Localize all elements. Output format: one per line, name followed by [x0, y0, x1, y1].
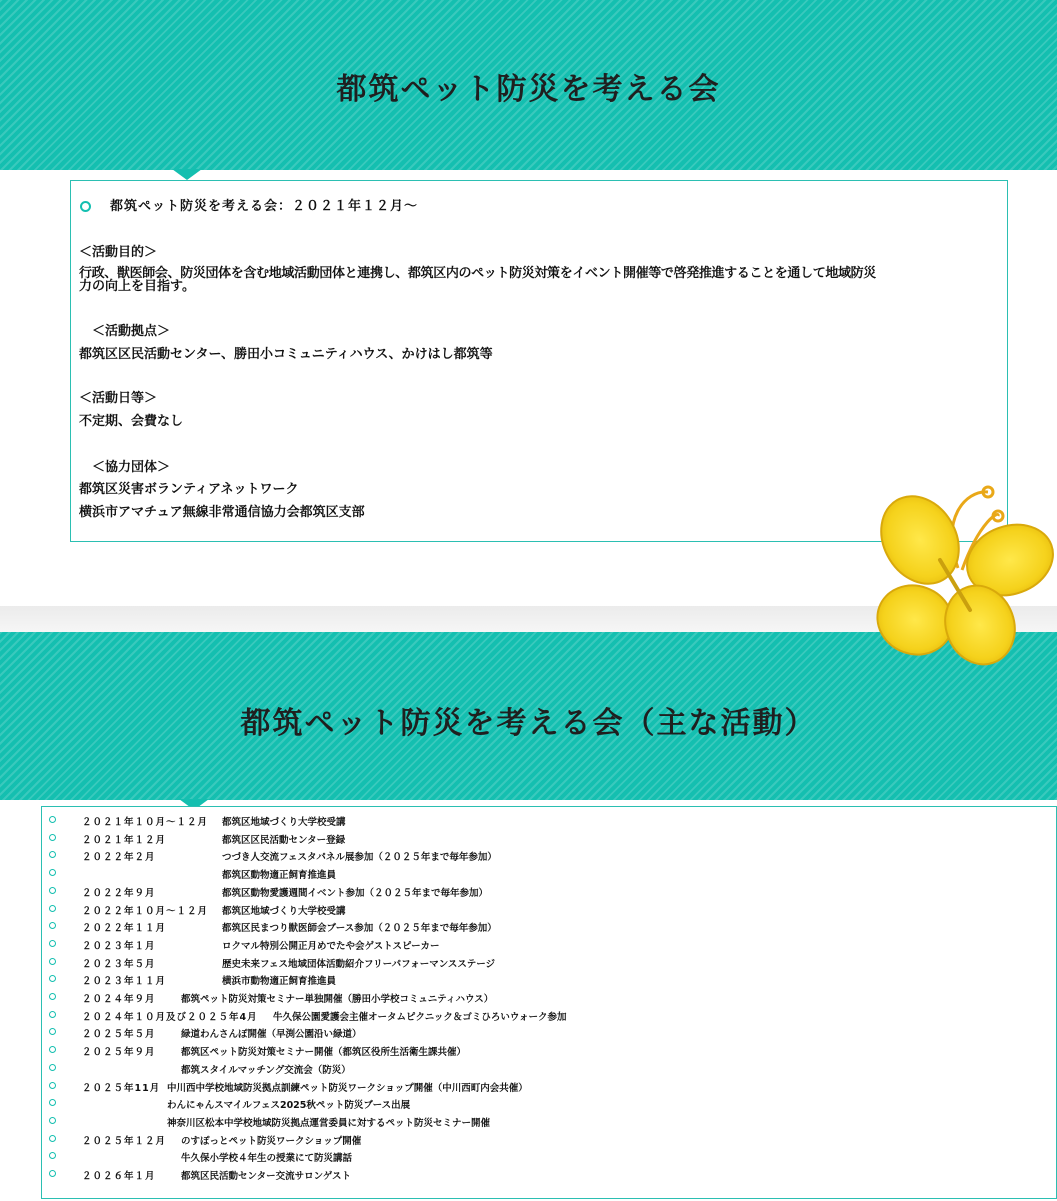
base-text: 都筑区区民活動センター、勝田小コミュニティハウス、かけはし都筑等 — [79, 347, 493, 362]
activity-bullet-icon — [49, 834, 56, 841]
activity-description: 都筑区民まつり獣医師会ブース参加（２０２５年まで毎年参加） — [222, 923, 497, 935]
base-label: ＜活動拠点＞ — [92, 324, 171, 339]
activity-bullet-icon — [49, 958, 56, 965]
activity-date: ２０２４年１０月及び２０２５年4月 — [82, 1011, 258, 1023]
activity-bullet-icon — [49, 940, 56, 947]
activity-bullet-icon — [49, 869, 56, 876]
activity-bullet-icon — [49, 1064, 56, 1071]
section1-banner — [0, 0, 1057, 170]
activity-description: 都筑区動物適正飼育推進員 — [222, 870, 337, 882]
butterfly-icon — [870, 480, 1057, 680]
purpose-text-line2: 力の向上を目指す。 — [79, 279, 195, 294]
activity-bullet-icon — [49, 975, 56, 982]
activity-date: ２０２４年９月 — [82, 994, 156, 1005]
activity-description: 都筑区区民活動センター登録 — [222, 834, 346, 846]
activity-date: ２０２５年11月 — [82, 1082, 161, 1094]
activity-date: ２０２２年２月 — [82, 852, 156, 864]
section1-banner-notch — [172, 169, 202, 180]
activity-description: 都筑区地域づくり大学校受講 — [222, 905, 346, 917]
activity-description: 都筑区地域づくり大学校受講 — [222, 817, 346, 828]
activity-date: ２０２３年５月 — [82, 958, 156, 970]
activity-description: 都筑区動物愛護週間イベント参加（２０２５年まで毎年参加） — [222, 887, 489, 899]
partner-item: 都筑区災害ボランティアネットワーク — [79, 482, 299, 497]
activity-description: 神奈川区松本中学校地域防災拠点運営委員に対するペット防災セミナー開催 — [167, 1117, 491, 1129]
purpose-text-line1: 行政、獣医師会、防災団体を含む地域活動団体と連携し、都筑区内のペット防災対策をイベント開催等で啓発推進することを通して地域防災 — [79, 266, 876, 281]
activity-bullet-icon — [49, 1011, 56, 1018]
activity-date: ２０２２年１０月～１２月 — [82, 905, 209, 917]
activity-description: 都筑スタイルマッチング交流会（防災） — [181, 1064, 351, 1076]
activity-bullet-icon — [49, 905, 56, 912]
activity-description: 中川西中学校地域防災拠点訓練ペット防災ワークショップ開催（中川西町内会共催） — [167, 1082, 528, 1094]
activity-date: ２０２２年１１月 — [82, 923, 167, 935]
activity-description: 都筑区ペット防災対策セミナー開催（都筑区役所生活衛生課共催） — [181, 1047, 467, 1059]
activity-description: 都筑区民活動センター交流サロンゲスト — [181, 1171, 352, 1182]
activity-bullet-icon — [49, 1028, 56, 1035]
activity-date: ２０２３年１１月 — [82, 976, 167, 988]
activity-bullet-icon — [49, 1135, 56, 1142]
activity-bullet-icon — [49, 1117, 56, 1124]
activity-date: ２０２１年１２月 — [82, 834, 167, 846]
purpose-label: ＜活動目的＞ — [79, 245, 158, 260]
activity-bullet-icon — [49, 851, 56, 858]
activity-bullet-icon — [49, 1170, 56, 1177]
activity-bullet-icon — [49, 1099, 56, 1106]
section1-title: 都筑ペット防災を考える会 — [336, 72, 721, 107]
partner-item: 横浜市アマチュア無線非常通信協力会都筑区支部 — [79, 505, 365, 520]
activity-bullet-icon — [49, 1046, 56, 1053]
schedule-label: ＜活動日等＞ — [79, 391, 158, 406]
activity-date: ２０２６年１月 — [82, 1171, 156, 1182]
schedule-text: 不定期、会費なし — [79, 414, 184, 429]
activity-description: 牛久保公園愛護会主催オータムピクニック＆ゴミひろいウォーク参加 — [273, 1011, 567, 1023]
activity-bullet-icon — [49, 1152, 56, 1159]
activity-bullet-icon — [49, 993, 56, 1000]
activity-description: 横浜市動物適正飼育推進員 — [222, 976, 337, 988]
activity-bullet-icon — [49, 816, 56, 823]
activity-date: ２０２１年１０月～１２月 — [82, 817, 209, 828]
activity-description: ロクマル特別公開正月めでたや会ゲストスピーカー — [222, 940, 440, 952]
activity-date: ２０２３年１月 — [82, 940, 156, 952]
activity-bullet-icon — [49, 887, 56, 894]
activity-description: 歴史未来フェス地域団体活動紹介フリーパフォーマンスステージ — [222, 958, 496, 970]
partners-label: ＜協力団体＞ — [92, 460, 171, 475]
activity-description: のすぽっとペット防災ワークショップ開催 — [181, 1135, 362, 1147]
heading-bullet-icon — [80, 201, 91, 212]
activity-description: 緑道わんさんぽ開催（早渕公園沿い緑道） — [181, 1029, 362, 1041]
activity-description: 牛久保小学校４年生の授業にて防災講話 — [181, 1153, 353, 1165]
section2-title: 都筑ペット防災を考える会（主な活動） — [240, 706, 817, 741]
activity-description: つづき人交流フェスタパネル展参加（２０２５年まで毎年参加） — [222, 852, 497, 864]
activity-date: ２０２２年９月 — [82, 887, 156, 899]
activity-date: ２０２５年５月 — [82, 1029, 156, 1041]
activity-date: ２０２５年１２月 — [82, 1135, 167, 1147]
activity-description: 都筑ペット防災対策セミナー単独開催（勝田小学校コミュニティハウス） — [181, 994, 494, 1005]
activity-date: ２０２５年９月 — [82, 1047, 156, 1059]
activity-description: わんにゃんスマイルフェス2025秋ペット防災ブース出展 — [167, 1100, 411, 1112]
activity-bullet-icon — [49, 1082, 56, 1089]
activity-bullet-icon — [49, 922, 56, 929]
activities-list — [41, 812, 1057, 1192]
section1-heading: 都筑ペット防災を考える会：２０２１年１２月～ — [110, 199, 419, 214]
